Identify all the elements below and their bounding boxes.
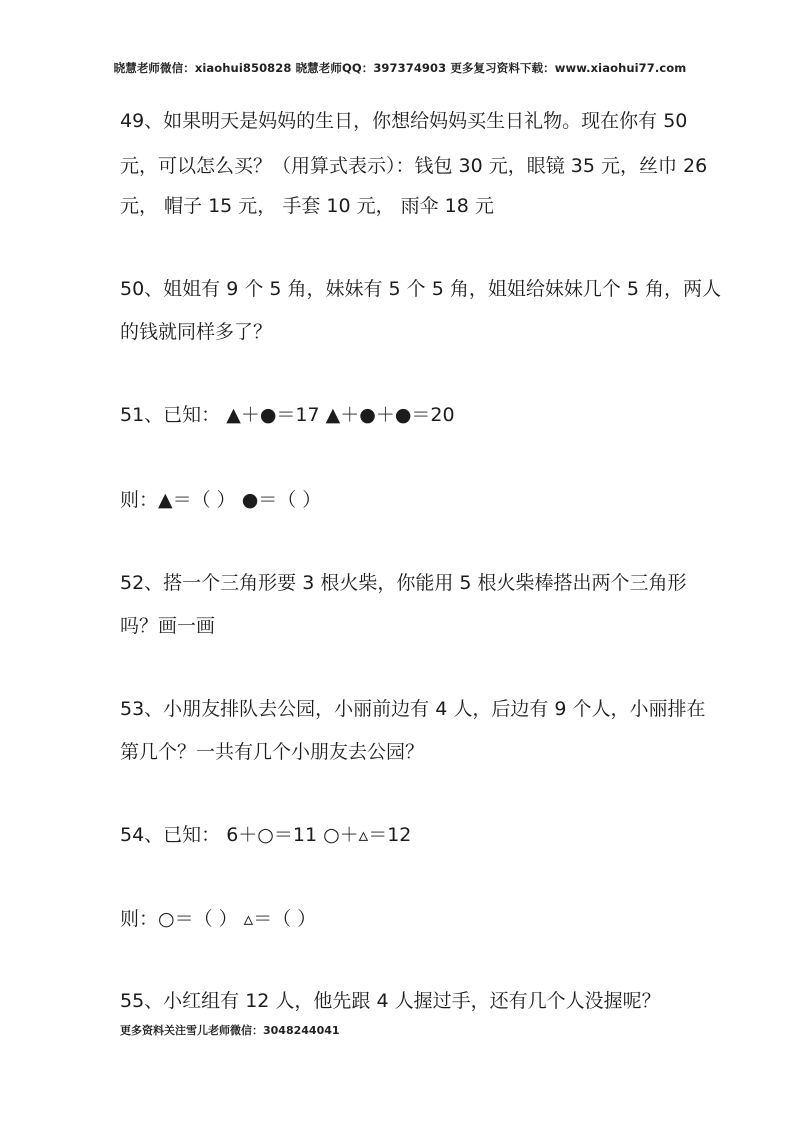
- question-55-line-1: 55、小红组有 12 人，他先跟 4 人握过手，还有几个人没握呢？: [120, 990, 661, 1012]
- page-header: 晓慧老师微信：xiaohui850828 晓慧老师QQ：397374903 更多复习资料下载：www.xiaohui77.com: [113, 61, 687, 75]
- question-54-line-1: 54、已知： 6＋○＝11 ○＋▵＝12: [120, 824, 412, 846]
- question-53-line-1: 53、小朋友排队去公园，小丽前边有 4 人，后边有 9 个人，小丽排在: [120, 698, 706, 720]
- question-50-line-2: 的钱就同样多了？: [120, 321, 273, 343]
- page-footer: 更多资料关注雪儿老师微信：3048244041: [120, 1024, 340, 1037]
- question-53-line-2: 第几个？一共有几个小朋友去公园？: [120, 741, 425, 763]
- question-50-line-1: 50、姐姐有 9 个 5 角，妹妹有 5 个 5 角，姐姐给妹妹几个 5 角，两人: [120, 278, 722, 300]
- question-52-line-1: 52、搭一个三角形要 3 根火柴，你能用 5 根火柴棒搭出两个三角形: [120, 572, 687, 594]
- question-49-line-2: 元，可以怎么买？（用算式表示）：钱包 30 元，眼镜 35 元，丝巾 26: [120, 155, 708, 177]
- question-51-line-2: 则：▲＝（ ） ●＝（ ）: [120, 489, 322, 511]
- question-49-line-3: 元， 帽子 15 元， 手套 10 元， 雨伞 18 元: [120, 195, 494, 217]
- question-52-line-2: 吗？画一画: [120, 615, 216, 637]
- question-54-line-2: 则：○＝（ ） ▵＝（ ）: [120, 908, 317, 930]
- question-51-line-1: 51、已知： ▲＋●＝17 ▲＋●＋●＝20: [120, 404, 455, 426]
- question-49-line-1: 49、如果明天是妈妈的生日，你想给妈妈买生日礼物。现在你有 50: [120, 110, 688, 132]
